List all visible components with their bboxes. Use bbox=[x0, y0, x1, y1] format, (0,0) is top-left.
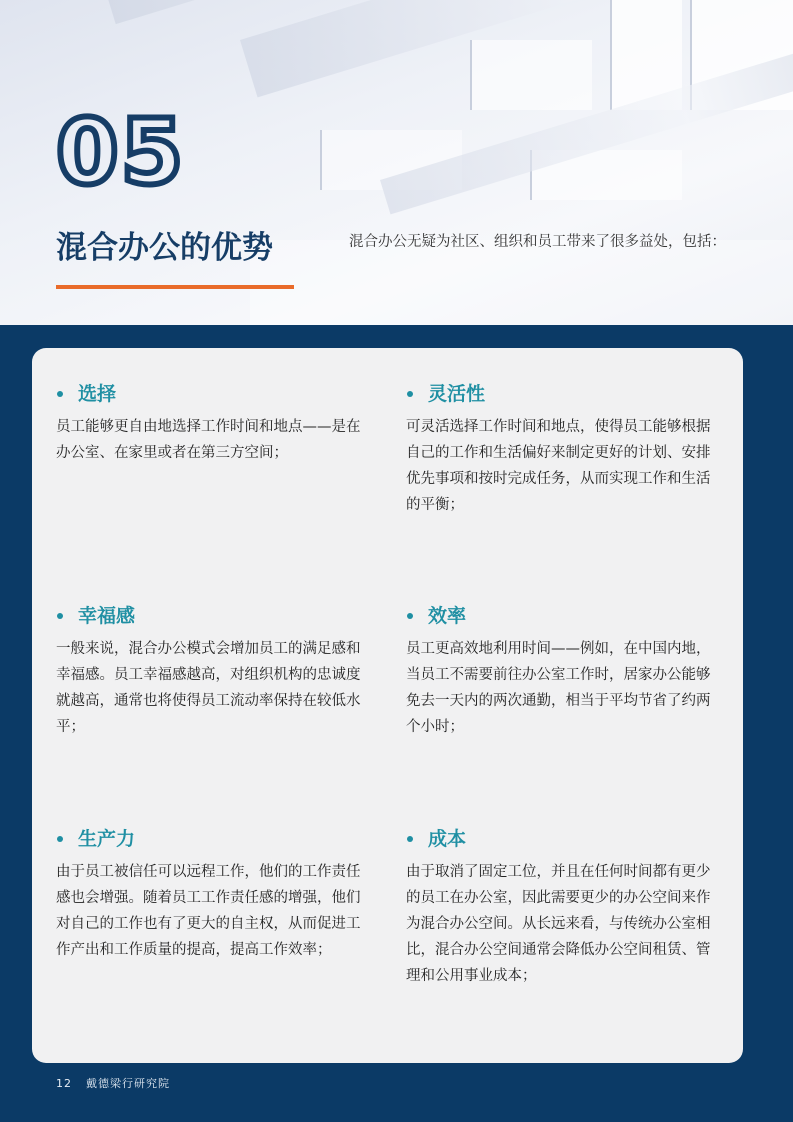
advantage-body: 员工更高效地利用时间——例如，在中国内地，当员工不需要前往办公室工作时，居家办公能够免去一天内的两次通勤，相当于平均节省了约两个小时； bbox=[406, 641, 711, 735]
chapter-number: 05 bbox=[56, 100, 186, 205]
advantage-body: 由于员工被信任可以远程工作，他们的工作责任感也会增强。随着员工工作责任感的增强，他们对自己的工作也有了更大的自主权，从而促进工作产出和工作质量的提高，提高工作效率； bbox=[56, 864, 361, 958]
bullet-icon bbox=[57, 391, 63, 397]
page-number: 12 bbox=[56, 1077, 72, 1090]
advantage-cost bbox=[406, 827, 718, 989]
bullet-icon bbox=[407, 613, 413, 619]
page-title: 混合办公的优势 bbox=[56, 230, 273, 266]
advantage-body: 一般来说，混合办公模式会增加员工的满足感和幸福感。员工幸福感越高，对组织机构的忠诚度就越高，通常也将使得员工流动率保持在较低水平； bbox=[56, 641, 361, 735]
intro-text: 混合办公无疑为社区、组织和员工带来了很多益处，包括： bbox=[349, 234, 726, 250]
advantage-body: 可灵活选择工作时间和地点，使得员工能够根据自己的工作和生活偏好来制定更好的计划、安排优先事项和按时完成任务，从而实现工作和生活的平衡； bbox=[406, 419, 711, 513]
advantage-flexibility bbox=[406, 382, 718, 518]
advantage-title: 生产力 bbox=[78, 828, 136, 850]
advantage-body: 由于取消了固定工位，并且在任何时间都有更少的员工在办公室，因此需要更少的办公空间来作为混合办公空间。从长远来看，与传统办公室相比，混合办公空间通常会降低办公空间租赁、管理和公用事业成本； bbox=[406, 864, 711, 984]
advantage-choice bbox=[56, 382, 368, 466]
header-photo bbox=[0, 0, 793, 325]
advantage-title: 选择 bbox=[78, 383, 117, 405]
bullet-icon bbox=[57, 836, 63, 842]
advantage-title: 灵活性 bbox=[428, 383, 486, 405]
advantage-wellbeing bbox=[56, 604, 368, 740]
advantages-card bbox=[32, 348, 743, 1063]
publisher-name: 戴德梁行研究院 bbox=[86, 1077, 170, 1090]
advantage-title: 效率 bbox=[428, 605, 467, 627]
page-footer bbox=[56, 1075, 184, 1091]
advantage-title: 幸福感 bbox=[78, 605, 136, 627]
advantage-title: 成本 bbox=[428, 828, 467, 850]
advantage-efficiency bbox=[406, 604, 718, 740]
title-underline bbox=[56, 285, 294, 289]
bullet-icon bbox=[57, 613, 63, 619]
bullet-icon bbox=[407, 836, 413, 842]
bullet-icon bbox=[407, 391, 413, 397]
advantage-body: 员工能够更自由地选择工作时间和地点——是在办公室、在家里或者在第三方空间； bbox=[56, 419, 361, 461]
window-pane bbox=[470, 40, 592, 110]
advantage-productivity bbox=[56, 827, 368, 963]
